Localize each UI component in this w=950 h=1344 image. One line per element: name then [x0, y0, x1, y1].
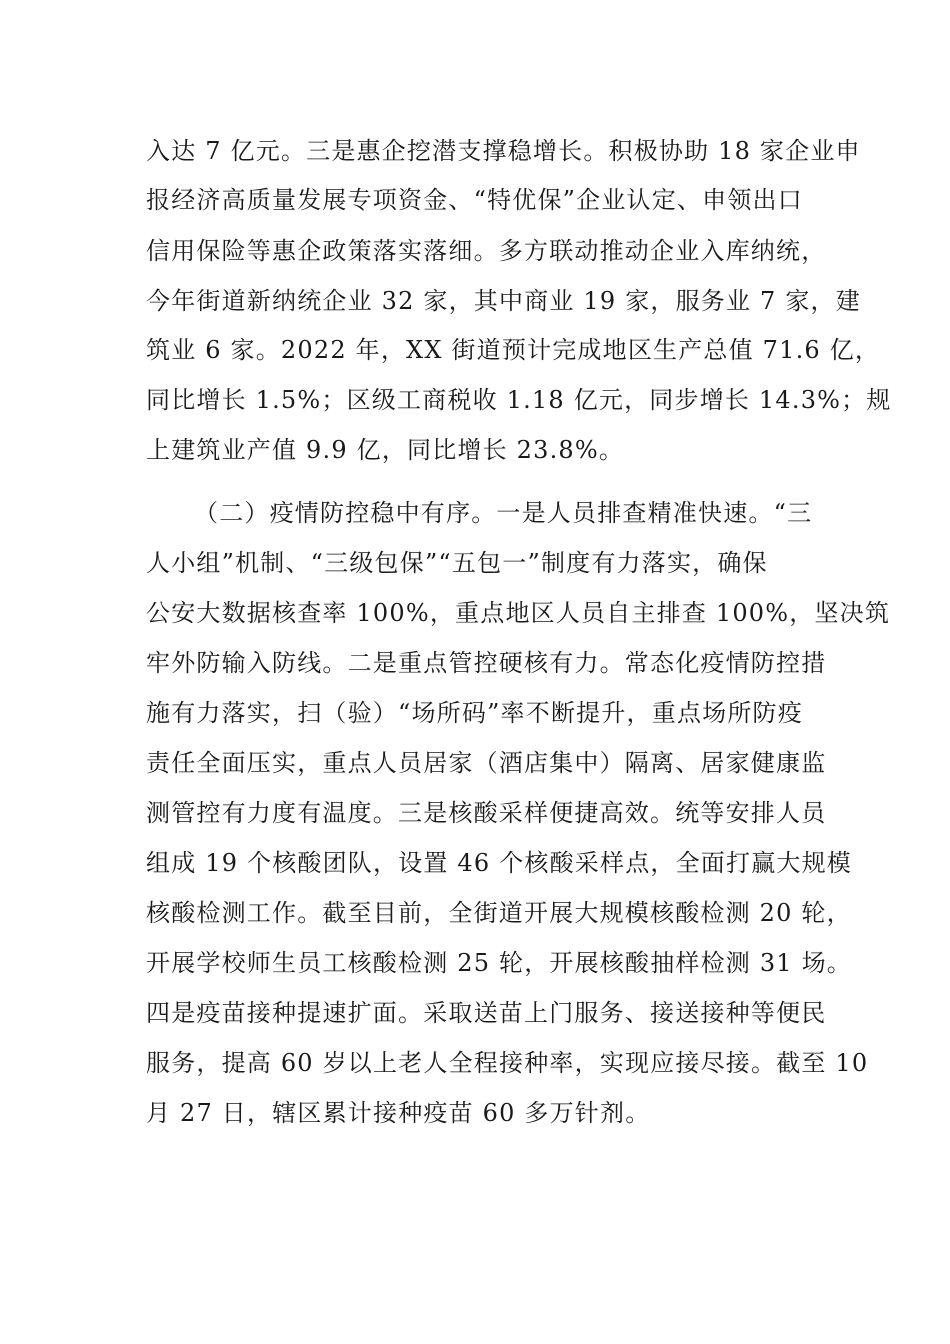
text-line: 上建筑业产值 9.9 亿，同比增长 23.8%。	[146, 436, 625, 464]
text-line: 牢外防输入防线。二是重点管控硬核有力。常态化疫情防控措	[146, 649, 827, 677]
text-line: 人小组”机制、“三级包保”“五包一”制度有力落实，确保	[146, 549, 768, 577]
text-line: 入达 7 亿元。三是惠企挖潜支撑稳增长。积极协助 18 家企业申	[146, 137, 861, 165]
text-line: 月 27 日，辖区累计接种疫苗 60 多万针剂。	[146, 1099, 651, 1127]
text-line: 组成 19 个核酸团队，设置 46 个核酸采样点，全面打赢大规模	[146, 849, 852, 877]
text-line: 核酸检测工作。截至目前，全街道开展大规模核酸检测 20 轮，	[146, 899, 852, 927]
text-line: 信用保险等惠企政策落实落细。多方联动推动企业入库纳统，	[146, 237, 827, 265]
text-line: 责任全面压实，重点人员居家（酒店集中）隔离、居家健康监	[146, 749, 827, 777]
text-line: 测管控有力度有温度。三是核酸采样便捷高效。统等安排人员	[146, 799, 827, 827]
text-line: （二）疫情防控稳中有序。一是人员排查精准快速。“三	[194, 499, 813, 527]
text-line: 筑业 6 家。2022 年，XX 街道预计完成地区生产总值 71.6 亿，	[146, 336, 881, 364]
text-line: 服务，提高 60 岁以上老人全程接种率，实现应接尽接。截至 10	[146, 1049, 869, 1077]
text-line: 施有力落实，扫（验）“场所码”率不断提升，重点场所防疫	[146, 699, 803, 727]
text-line: 四是疫苗接种提速扩面。采取送苗上门服务、接送接种等便民	[146, 999, 827, 1027]
text-line: 公安大数据核查率 100%，重点地区人员自主排查 100%，坚决筑	[146, 599, 891, 627]
text-line: 开展学校师生员工核酸检测 25 轮，开展核酸抽样检测 31 场。	[146, 949, 852, 977]
text-line: 报经济高质量发展专项资金、“特优保”企业认定、申领出口	[146, 186, 803, 214]
text-line: 今年街道新纳统企业 32 家，其中商业 19 家，服务业 7 家，建	[146, 287, 861, 315]
text-line: 同比增长 1.5%；区级工商税收 1.18 亿元，同步增长 14.3%；规	[146, 386, 892, 414]
